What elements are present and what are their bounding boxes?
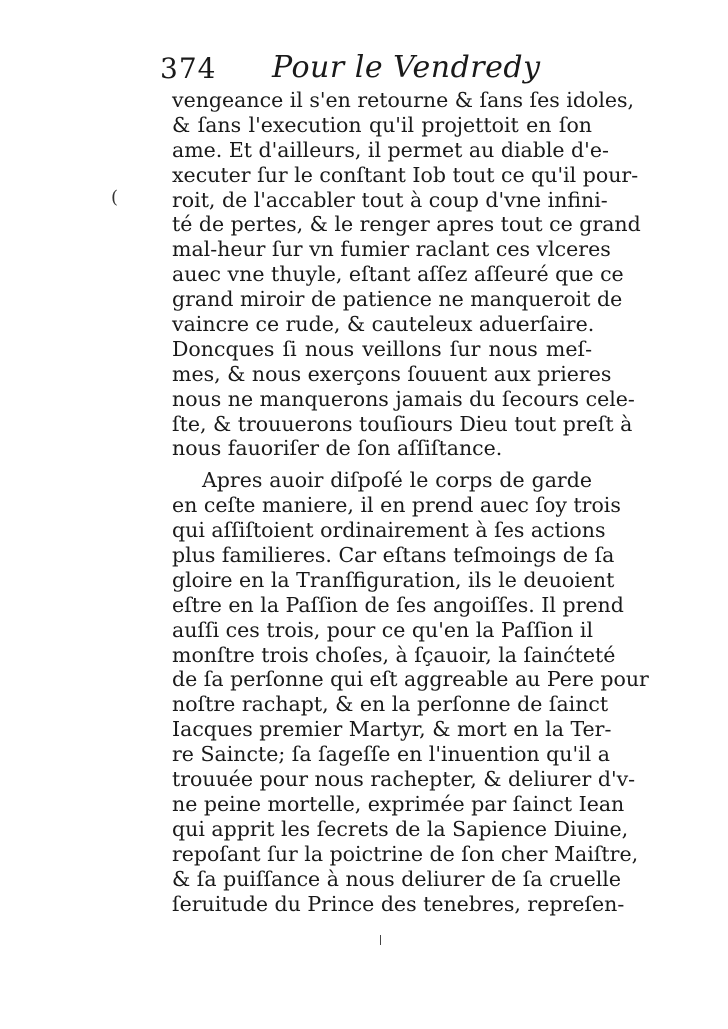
page-number: 374 <box>160 52 217 85</box>
text-line: en ceſte maniere, il en prend auec ſoy trois <box>172 493 621 518</box>
text-line: grand miroir de patience ne manqueroit de <box>172 287 623 312</box>
text-line: ſte, & trouuerons touſiours Dieu tout preſt à <box>172 411 633 436</box>
text-line: repoſant ſur la poictrine de ſon cher Maiſtre, <box>172 841 639 866</box>
paragraph-gap <box>172 461 592 468</box>
text-line: mal-heur ſur vn fumier raclant ces vlceres <box>172 237 611 262</box>
text-line: roit, de l'accabler tout à coup d'vne infini- <box>172 187 608 212</box>
gutter-mark <box>380 935 385 945</box>
text-line: auſſi ces trois, pour ce qu'en la Paſſion il <box>172 617 594 642</box>
text-line: té de pertes, & le renger apres tout ce grand <box>172 212 641 237</box>
text-line: & ſa puiſſance à nous deliurer de ſa cruelle <box>172 866 621 891</box>
body-text <box>172 88 649 916</box>
text-line: ne peine mortelle, exprimée par ſainct Iean <box>172 791 625 816</box>
text-line: Apres auoir diſpoſé le corps de garde <box>202 468 592 493</box>
text-line: eſtre en la Paſſion de ſes angoiſſes. Il prend <box>172 592 624 617</box>
text-line: monſtre trois choſes, à ſçauoir, la ſainćteté <box>172 642 616 667</box>
text-line: Doncques ſi nous veillons ſur nous meſ- <box>172 336 592 361</box>
margin-mark: ( <box>111 187 119 208</box>
text-line: plus familieres. Car eſtans teſmoings de ſa <box>172 543 615 568</box>
text-line: nous fauoriſer de ſon aſſiſtance. <box>172 436 503 461</box>
text-line: de ſa perſonne qui eſt aggreable au Pere pour <box>172 667 649 692</box>
text-line: qui apprit les ſecrets de la Sapience Diuine, <box>172 816 629 841</box>
text-line: qui aſſiſtoient ordinairement à ſes actions <box>172 518 606 543</box>
text-line: ſeruitude du Prince des tenebres, repreſen- <box>172 891 625 916</box>
text-line: Iacques premier Martyr, & mort en la Ter- <box>172 717 612 742</box>
text-line: trouuée pour nous rachepter, & deliurer d'v- <box>172 767 636 792</box>
text-line: & ſans l'execution qu'il projettoit en ſon <box>172 112 592 137</box>
text-line: vengeance il s'en retourne & ſans ſes idoles, <box>172 88 635 112</box>
text-line: auec vne thuyle, eſtant aſſez aſſeuré que ce <box>172 262 624 287</box>
text-line: xecuter ſur le conſtant Iob tout ce qu'il pour- <box>172 162 639 187</box>
text-line: vaincre ce rude, & cauteleux aduerſaire. <box>172 312 595 337</box>
text-line: ame. Et d'ailleurs, il permet au diable d'e- <box>172 137 609 162</box>
text-line: mes, & nous exerçons ſouuent aux prieres <box>172 361 612 386</box>
text-line: gloire en la Tranſfiguration, ils le deuoient <box>172 567 615 592</box>
running-title: Pour le Vendredy <box>272 50 541 85</box>
text-line: nous ne manquerons jamais du ſecours cele- <box>172 386 635 411</box>
page-header <box>160 52 610 92</box>
text-line: noſtre rachapt, & en la perſonne de ſainct <box>172 692 609 717</box>
text-line: re Saincte; ſa ſageſſe en l'inuention qu'il a <box>172 742 610 767</box>
